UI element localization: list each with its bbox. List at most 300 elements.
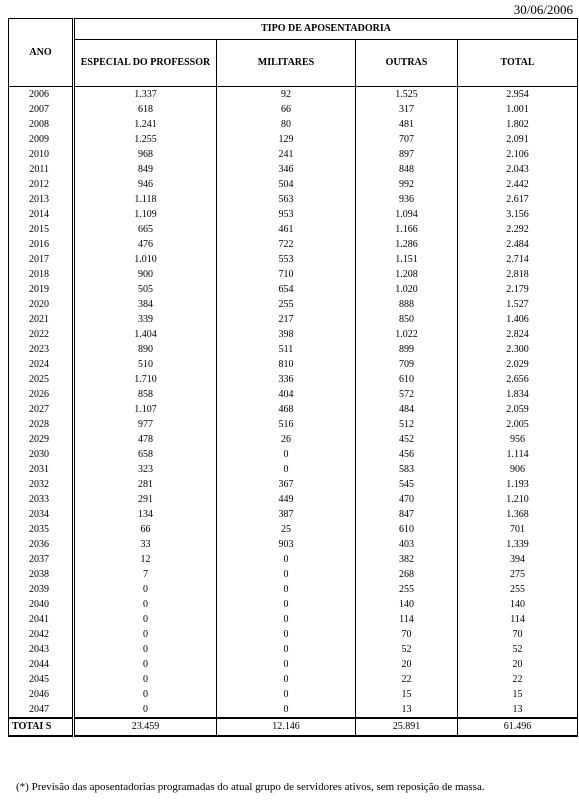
outras-cell: 936	[356, 192, 458, 207]
outras-cell: 52	[356, 642, 458, 657]
year-cell	[9, 477, 74, 492]
total-cell: 394	[458, 552, 578, 567]
militares-cell: 0	[217, 552, 356, 567]
militares-cell: 336	[217, 372, 356, 387]
year-cell	[9, 582, 74, 597]
footnote: (*) Previsão das aposentadorias programadas do atual grupo de servidores ativos, sem reposição de massa.	[16, 781, 485, 793]
header-tipo-aposentadoria: TIPO DE APOSENTADORIA	[74, 19, 578, 40]
year-value: 2012	[29, 179, 49, 190]
especial-professor-cell: 618	[74, 102, 217, 117]
year-value: 2028	[29, 419, 49, 430]
year-cell	[9, 432, 74, 447]
year-value: 2041	[29, 614, 49, 625]
total-cell: 1.193	[458, 477, 578, 492]
militares-cell: 26	[217, 432, 356, 447]
especial-professor-cell: 0	[74, 627, 217, 642]
militares-cell: 0	[217, 627, 356, 642]
militares-cell: 367	[217, 477, 356, 492]
year-cell	[9, 87, 74, 103]
year-cell	[9, 702, 74, 718]
outras-cell: 268	[356, 567, 458, 582]
militares-cell: 0	[217, 657, 356, 672]
year-value: 2013	[29, 194, 49, 205]
year-value: 2025	[29, 374, 49, 385]
militares-cell: 80	[217, 117, 356, 132]
especial-professor-cell: 1.118	[74, 192, 217, 207]
outras-cell: 897	[356, 147, 458, 162]
year-cell	[9, 402, 74, 417]
outras-cell: 452	[356, 432, 458, 447]
table-row	[9, 687, 578, 702]
militares-cell: 0	[217, 642, 356, 657]
total-cell: 2.059	[458, 402, 578, 417]
year-cell	[9, 297, 74, 312]
year-cell	[9, 282, 74, 297]
especial-professor-cell: 33	[74, 537, 217, 552]
year-cell	[9, 597, 74, 612]
table-row	[9, 147, 578, 162]
total-cell: 906	[458, 462, 578, 477]
year-cell	[9, 642, 74, 657]
year-cell	[9, 492, 74, 507]
year-value: 2024	[29, 359, 49, 370]
report-date: 30/06/2006	[513, 2, 573, 17]
total-cell: 2.106	[458, 147, 578, 162]
year-cell	[9, 687, 74, 702]
especial-professor-cell: 1.107	[74, 402, 217, 417]
militares-cell: 404	[217, 387, 356, 402]
table-row	[9, 387, 578, 402]
table-row	[9, 447, 578, 462]
total-outras: 25.891	[356, 718, 458, 736]
total-cell: 22	[458, 672, 578, 687]
especial-professor-cell: 0	[74, 597, 217, 612]
year-value: 2043	[29, 644, 49, 655]
total-cell: 114	[458, 612, 578, 627]
year-cell	[9, 627, 74, 642]
year-value: 2031	[29, 464, 49, 475]
militares-cell: 0	[217, 447, 356, 462]
total-cell: 20	[458, 657, 578, 672]
total-cell: 2.824	[458, 327, 578, 342]
militares-cell: 461	[217, 222, 356, 237]
total-cell: 1.001	[458, 102, 578, 117]
especial-professor-cell: 0	[74, 582, 217, 597]
table-row	[9, 117, 578, 132]
year-value: 2011	[29, 164, 49, 175]
total-cell: 13	[458, 702, 578, 718]
outras-cell: 572	[356, 387, 458, 402]
outras-cell: 481	[356, 117, 458, 132]
outras-cell: 1.166	[356, 222, 458, 237]
outras-cell: 22	[356, 672, 458, 687]
especial-professor-cell: 0	[74, 687, 217, 702]
especial-professor-cell: 968	[74, 147, 217, 162]
especial-professor-cell: 323	[74, 462, 217, 477]
year-cell	[9, 312, 74, 327]
outras-cell: 70	[356, 627, 458, 642]
militares-cell: 241	[217, 147, 356, 162]
table-row	[9, 657, 578, 672]
total-cell: 275	[458, 567, 578, 582]
header-total: TOTAL	[458, 40, 578, 87]
militares-cell: 0	[217, 567, 356, 582]
especial-professor-cell: 1.241	[74, 117, 217, 132]
total-cell: 1.114	[458, 447, 578, 462]
especial-professor-cell: 849	[74, 162, 217, 177]
year-cell	[9, 567, 74, 582]
especial-professor-cell: 476	[74, 237, 217, 252]
total-cell: 52	[458, 642, 578, 657]
year-value: 2020	[29, 299, 49, 310]
militares-cell: 0	[217, 612, 356, 627]
table-row	[9, 612, 578, 627]
outras-cell: 1.020	[356, 282, 458, 297]
total-cell: 1.406	[458, 312, 578, 327]
header-ano: ANO	[9, 19, 74, 87]
table-row	[9, 192, 578, 207]
total-cell: 70	[458, 627, 578, 642]
militares-cell: 953	[217, 207, 356, 222]
outras-cell: 1.151	[356, 252, 458, 267]
total-especial-professor: 23.459	[74, 718, 217, 736]
especial-professor-cell: 0	[74, 612, 217, 627]
table-row	[9, 522, 578, 537]
especial-professor-cell: 890	[74, 342, 217, 357]
especial-professor-cell: 510	[74, 357, 217, 372]
table-row	[9, 162, 578, 177]
year-value: 2045	[29, 674, 49, 685]
header-militares: MILITARES	[217, 40, 356, 87]
total-cell: 1.527	[458, 297, 578, 312]
especial-professor-cell: 7	[74, 567, 217, 582]
militares-cell: 0	[217, 582, 356, 597]
year-value: 2010	[29, 149, 49, 160]
militares-cell: 516	[217, 417, 356, 432]
table-row	[9, 252, 578, 267]
outras-cell: 610	[356, 522, 458, 537]
table-row	[9, 312, 578, 327]
table-row	[9, 177, 578, 192]
militares-cell: 92	[217, 87, 356, 103]
total-cell: 2.656	[458, 372, 578, 387]
total-cell: 2.714	[458, 252, 578, 267]
militares-cell: 129	[217, 132, 356, 147]
year-cell	[9, 507, 74, 522]
header-outras: OUTRAS	[356, 40, 458, 87]
year-cell	[9, 162, 74, 177]
table-row	[9, 552, 578, 567]
year-cell	[9, 462, 74, 477]
totals-row	[9, 718, 578, 736]
especial-professor-cell: 900	[74, 267, 217, 282]
year-cell	[9, 222, 74, 237]
year-cell	[9, 357, 74, 372]
year-value: 2029	[29, 434, 49, 445]
year-value: 2007	[29, 104, 49, 115]
outras-cell: 140	[356, 597, 458, 612]
total-cell: 2.954	[458, 87, 578, 103]
especial-professor-cell: 12	[74, 552, 217, 567]
table-row	[9, 327, 578, 342]
table-row	[9, 87, 578, 103]
outras-cell: 1.286	[356, 237, 458, 252]
especial-professor-cell: 0	[74, 702, 217, 718]
total-cell: 3.156	[458, 207, 578, 222]
total-cell: 15	[458, 687, 578, 702]
militares-cell: 903	[217, 537, 356, 552]
total-cell: 2.617	[458, 192, 578, 207]
table-row	[9, 462, 578, 477]
total-cell: 1.339	[458, 537, 578, 552]
total-cell: 1.368	[458, 507, 578, 522]
total-cell: 2.043	[458, 162, 578, 177]
year-value: 2018	[29, 269, 49, 280]
year-value: 2037	[29, 554, 49, 565]
militares-cell: 810	[217, 357, 356, 372]
outras-cell: 1.094	[356, 207, 458, 222]
table-row	[9, 357, 578, 372]
year-cell	[9, 672, 74, 687]
militares-cell: 66	[217, 102, 356, 117]
year-value: 2030	[29, 449, 49, 460]
year-cell	[9, 132, 74, 147]
year-cell	[9, 387, 74, 402]
militares-cell: 217	[217, 312, 356, 327]
especial-professor-cell: 66	[74, 522, 217, 537]
table-row	[9, 492, 578, 507]
table-row	[9, 567, 578, 582]
outras-cell: 709	[356, 357, 458, 372]
year-value: 2038	[29, 569, 49, 580]
table-row	[9, 627, 578, 642]
year-cell	[9, 207, 74, 222]
table-row	[9, 477, 578, 492]
militares-cell: 468	[217, 402, 356, 417]
militares-cell: 398	[217, 327, 356, 342]
total-cell: 956	[458, 432, 578, 447]
total-cell: 140	[458, 597, 578, 612]
total-cell: 2.179	[458, 282, 578, 297]
year-value: 2015	[29, 224, 49, 235]
total-cell: 1.834	[458, 387, 578, 402]
retirement-forecast-table	[8, 18, 578, 737]
especial-professor-cell: 665	[74, 222, 217, 237]
especial-professor-cell: 291	[74, 492, 217, 507]
table-row	[9, 432, 578, 447]
table-row	[9, 342, 578, 357]
militares-cell: 654	[217, 282, 356, 297]
outras-cell: 850	[356, 312, 458, 327]
militares-cell: 553	[217, 252, 356, 267]
total-cell: 2.300	[458, 342, 578, 357]
militares-cell: 25	[217, 522, 356, 537]
outras-cell: 512	[356, 417, 458, 432]
outras-cell: 470	[356, 492, 458, 507]
militares-cell: 722	[217, 237, 356, 252]
total-cell: 255	[458, 582, 578, 597]
total-cell: 1.802	[458, 117, 578, 132]
table-row	[9, 222, 578, 237]
especial-professor-cell: 1.255	[74, 132, 217, 147]
table-row	[9, 597, 578, 612]
table-row	[9, 102, 578, 117]
year-cell	[9, 537, 74, 552]
militares-cell: 387	[217, 507, 356, 522]
year-value: 2023	[29, 344, 49, 355]
especial-professor-cell: 1.337	[74, 87, 217, 103]
outras-cell: 456	[356, 447, 458, 462]
year-cell	[9, 327, 74, 342]
year-value: 2006	[29, 89, 49, 100]
militares-cell: 0	[217, 597, 356, 612]
year-cell	[9, 612, 74, 627]
table-row	[9, 507, 578, 522]
year-value: 2008	[29, 119, 49, 130]
especial-professor-cell: 0	[74, 672, 217, 687]
year-cell	[9, 342, 74, 357]
total-cell: 701	[458, 522, 578, 537]
year-value: 2027	[29, 404, 49, 415]
total-cell: 2.484	[458, 237, 578, 252]
outras-cell: 847	[356, 507, 458, 522]
militares-cell: 563	[217, 192, 356, 207]
year-value: 2042	[29, 629, 49, 640]
table-row	[9, 282, 578, 297]
table-row	[9, 672, 578, 687]
outras-cell: 583	[356, 462, 458, 477]
outras-cell: 848	[356, 162, 458, 177]
especial-professor-cell: 384	[74, 297, 217, 312]
table-row	[9, 417, 578, 432]
year-cell	[9, 192, 74, 207]
header-especial-professor: ESPECIAL DO PROFESSOR	[74, 40, 217, 87]
total-cell: 2.005	[458, 417, 578, 432]
year-value: 2014	[29, 209, 49, 220]
militares-cell: 504	[217, 177, 356, 192]
militares-cell: 0	[217, 702, 356, 718]
year-value: 2034	[29, 509, 49, 520]
year-value: 2021	[29, 314, 49, 325]
table-row	[9, 372, 578, 387]
year-cell	[9, 177, 74, 192]
especial-professor-cell: 946	[74, 177, 217, 192]
outras-cell: 317	[356, 102, 458, 117]
total-cell: 2.292	[458, 222, 578, 237]
outras-cell: 20	[356, 657, 458, 672]
year-value: 2040	[29, 599, 49, 610]
outras-cell: 114	[356, 612, 458, 627]
militares-cell: 449	[217, 492, 356, 507]
year-cell	[9, 447, 74, 462]
especial-professor-cell: 1.710	[74, 372, 217, 387]
table-row	[9, 582, 578, 597]
militares-cell: 511	[217, 342, 356, 357]
especial-professor-cell: 281	[74, 477, 217, 492]
especial-professor-cell: 505	[74, 282, 217, 297]
year-value: 2039	[29, 584, 49, 595]
year-value: 2022	[29, 329, 49, 340]
especial-professor-cell: 339	[74, 312, 217, 327]
outras-cell: 255	[356, 582, 458, 597]
militares-cell: 0	[217, 672, 356, 687]
year-cell	[9, 522, 74, 537]
year-cell	[9, 552, 74, 567]
year-cell	[9, 267, 74, 282]
especial-professor-cell: 0	[74, 642, 217, 657]
year-value: 2017	[29, 254, 49, 265]
year-value: 2044	[29, 659, 49, 670]
especial-professor-cell: 858	[74, 387, 217, 402]
total-cell: 2.029	[458, 357, 578, 372]
table-row	[9, 402, 578, 417]
militares-cell: 710	[217, 267, 356, 282]
outras-cell: 1.525	[356, 87, 458, 103]
especial-professor-cell: 0	[74, 657, 217, 672]
outras-cell: 545	[356, 477, 458, 492]
table-body	[9, 87, 578, 719]
table-row	[9, 642, 578, 657]
year-cell	[9, 237, 74, 252]
table-row	[9, 207, 578, 222]
year-cell	[9, 147, 74, 162]
especial-professor-cell: 134	[74, 507, 217, 522]
total-cell: 2.818	[458, 267, 578, 282]
year-value: 2026	[29, 389, 49, 400]
outras-cell: 888	[356, 297, 458, 312]
year-value: 2047	[29, 704, 49, 715]
outras-cell: 382	[356, 552, 458, 567]
year-cell	[9, 417, 74, 432]
especial-professor-cell: 658	[74, 447, 217, 462]
especial-professor-cell: 478	[74, 432, 217, 447]
militares-cell: 255	[217, 297, 356, 312]
total-militares: 12.146	[217, 718, 356, 736]
table-row	[9, 132, 578, 147]
table-row	[9, 237, 578, 252]
outras-cell: 403	[356, 537, 458, 552]
year-cell	[9, 102, 74, 117]
total-cell: 2.442	[458, 177, 578, 192]
outras-cell: 610	[356, 372, 458, 387]
totals-label: TOTAI S	[9, 718, 74, 736]
total-geral: 61.496	[458, 718, 578, 736]
year-value: 2046	[29, 689, 49, 700]
especial-professor-cell: 977	[74, 417, 217, 432]
year-value: 2032	[29, 479, 49, 490]
year-value: 2033	[29, 494, 49, 505]
outras-cell: 899	[356, 342, 458, 357]
total-cell: 2.091	[458, 132, 578, 147]
outras-cell: 15	[356, 687, 458, 702]
year-value: 2036	[29, 539, 49, 550]
year-cell	[9, 372, 74, 387]
especial-professor-cell: 1.404	[74, 327, 217, 342]
table-row	[9, 702, 578, 718]
year-value: 2009	[29, 134, 49, 145]
outras-cell: 1.208	[356, 267, 458, 282]
table-row	[9, 267, 578, 282]
outras-cell: 707	[356, 132, 458, 147]
militares-cell: 346	[217, 162, 356, 177]
militares-cell: 0	[217, 687, 356, 702]
outras-cell: 13	[356, 702, 458, 718]
year-value: 2016	[29, 239, 49, 250]
outras-cell: 1.022	[356, 327, 458, 342]
year-value: 2019	[29, 284, 49, 295]
outras-cell: 484	[356, 402, 458, 417]
outras-cell: 992	[356, 177, 458, 192]
